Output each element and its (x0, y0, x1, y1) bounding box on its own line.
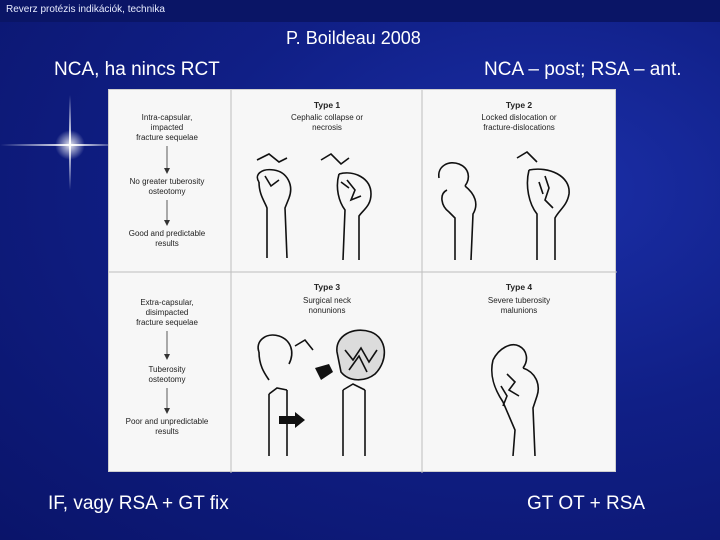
flow-lower-4: Tuberosity (148, 365, 186, 374)
flow-lower-3: fracture sequelae (136, 318, 198, 327)
type3-humerus-left (258, 335, 313, 456)
label-bottom-right: GT OT + RSA (527, 493, 646, 514)
flow-upper-5: osteotomy (148, 187, 186, 196)
type2-humerus-right (517, 152, 569, 260)
flow-upper-1: Intra-capsular, (141, 113, 193, 122)
type2-desc-1: Locked dislocation or (481, 113, 557, 122)
type4-desc-2: malunions (500, 306, 538, 315)
label-top-right: NCA – post; RSA – ant. (484, 59, 682, 80)
slide-header: Reverz protézis indikációk, technika (6, 4, 165, 15)
lens-flare-glow (55, 130, 85, 160)
type4-title: Type 4 (505, 282, 533, 292)
type3-arrow-upper (315, 364, 333, 380)
flow-upper-6: Good and predictable (128, 229, 206, 238)
type4-humerus (492, 345, 539, 456)
type1-title: Type 1 (313, 100, 341, 110)
flow-lower-7: results (155, 427, 179, 436)
figure-svg (109, 90, 617, 473)
type1-humerus-right (321, 154, 371, 260)
flow-lower-1: Extra-capsular, (140, 298, 194, 307)
flow-upper-3: fracture sequelae (136, 133, 198, 142)
type3-desc-1: Surgical neck (302, 296, 352, 305)
type2-humerus-left (439, 163, 476, 260)
flow-upper-7: results (155, 239, 179, 248)
type1-desc-2: necrosis (312, 123, 342, 132)
type4-desc-1: Severe tuberosity (487, 296, 551, 305)
type2-title: Type 2 (505, 100, 533, 110)
type3-desc-2: nonunions (308, 306, 346, 315)
author-citation: P. Boildeau 2008 (286, 28, 421, 48)
classification-figure (108, 89, 616, 472)
label-bottom-left: IF, vagy RSA + GT fix (48, 493, 229, 514)
label-top-left: NCA, ha nincs RCT (54, 59, 220, 80)
type1-humerus-left (257, 154, 291, 258)
flow-upper-4: No greater tuberosity (129, 177, 205, 186)
type3-humerus-right (337, 330, 385, 456)
type2-desc-2: fracture-dislocations (483, 123, 555, 132)
type3-arrow-lower (279, 412, 305, 428)
flow-lower-5: osteotomy (148, 375, 186, 384)
flow-lower-2: disimpacted (145, 308, 189, 317)
type3-title: Type 3 (313, 282, 341, 292)
flow-lower-6: Poor and unpredictable (125, 417, 209, 426)
type1-desc-1: Cephalic collapse or (290, 113, 364, 122)
flow-upper-2: impacted (150, 123, 184, 132)
